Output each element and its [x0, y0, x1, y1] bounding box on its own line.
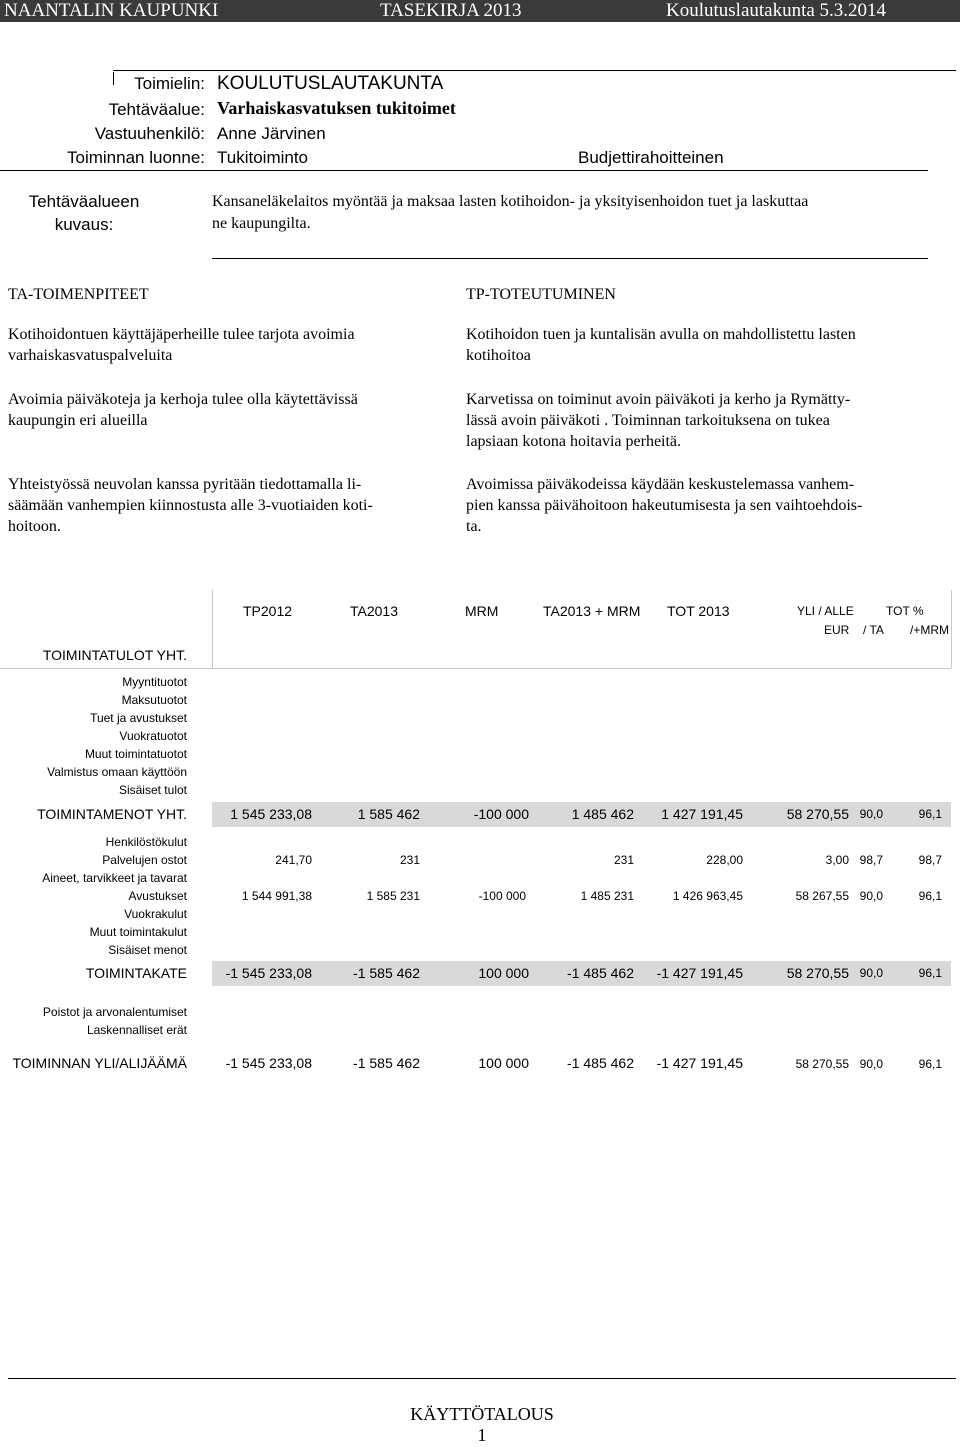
avustukset-pct-ta: 90,0 [859, 889, 883, 903]
tp-p1-line1: Kotihoidon tuen ja kuntalisän avulla on mahdollistettu lasten [466, 326, 856, 343]
menot-ta2013: 1 585 462 [357, 806, 420, 822]
row-laskennalliset-erat: Laskennalliset erät [86, 1023, 187, 1037]
kuvaus-line-2: ne kaupungilta. [212, 215, 311, 232]
menot-pct-mrm: 96,1 [918, 807, 942, 821]
header-report-title: TASEKIRJA 2013 [380, 0, 522, 21]
col-header-tot-pct: TOT % [886, 604, 924, 618]
header-bottom-rule [0, 668, 951, 669]
palvelut-ta-mrm: 231 [613, 853, 634, 867]
menot-tp2012: 1 545 233,08 [230, 806, 312, 822]
col-header-ta-mrm: TA2013 + MRM [543, 603, 641, 619]
kate-mrm: 100 000 [478, 965, 529, 981]
table-right-rule [951, 590, 952, 668]
tp-p2-line3: lapsiaan kotona hoitavia perheitä. [466, 433, 682, 450]
avustukset-tot2013: 1 426 963,45 [672, 889, 743, 903]
tehtavaalue-value: Varhaiskasvatuksen tukitoimet [217, 98, 456, 118]
row-tuet-ja-avustukset: Tuet ja avustukset [90, 711, 187, 725]
row-muut-toimintatuotot: Muut toimintatuotot [84, 747, 187, 761]
ta-p2-line2: kaupungin eri alueilla [8, 412, 148, 429]
tp-p2-line1: Karvetissa on toiminut avoin päiväkoti ja kerho ja Rymätty- [466, 391, 851, 408]
palvelut-tp2012: 241,70 [275, 853, 312, 867]
ylijaama-pct-ta: 90,0 [859, 1057, 883, 1071]
toimielin-value: KOULUTUSLAUTAKUNTA [217, 73, 444, 94]
ta-p1-line2: varhaiskasvatuspalveluita [8, 347, 173, 364]
row-toimintamenot-yht: TOIMINTAMENOT YHT. [37, 806, 187, 822]
col-header-yli-alle: YLI / ALLE [797, 604, 854, 618]
ta-p3-line2: säämään vanhempien kiinnostusta alle 3-vuotiaiden koti- [8, 497, 373, 514]
col-header-mrm: MRM [465, 603, 499, 619]
tp-p3-line2: pien kanssa päivähoitoon hakeutumisesta ja sen vaihtoehdois- [466, 497, 863, 514]
row-myyntituotot: Myyntituotot [122, 675, 187, 689]
avustukset-ta-mrm: 1 485 231 [580, 889, 634, 903]
info-top-rule [113, 70, 956, 71]
toiminnan-luonne-value: Tukitoiminto [217, 148, 309, 167]
kuvaus-bottom-rule [212, 258, 928, 259]
avustukset-tp2012: 1 544 991,38 [241, 889, 312, 903]
ta-heading: TA-TOIMENPITEET [8, 286, 149, 303]
kate-tot2013: -1 427 191,45 [656, 965, 743, 981]
header-committee-date: Koulutuslautakunta 5.3.2014 [666, 0, 887, 21]
document-header-bar [0, 0, 960, 22]
vastuuhenkilo-value: Anne Järvinen [217, 124, 326, 143]
tp-p1-line2: kotihoitoa [466, 347, 531, 364]
tp-p3-line3: ta. [466, 518, 482, 535]
row-avustukset: Avustukset [128, 889, 187, 903]
avustukset-mrm: -100 000 [478, 889, 526, 903]
row-sisaiset-menot: Sisäiset menot [108, 943, 187, 957]
palvelut-yli-alle: 3,00 [825, 853, 849, 867]
col-header-eur: EUR [824, 623, 850, 637]
avustukset-pct-mrm: 96,1 [918, 889, 942, 903]
avustukset-ta2013: 1 585 231 [366, 889, 420, 903]
kuvaus-label-2: kuvaus: [54, 215, 114, 234]
ylijaama-ta2013: -1 585 462 [353, 1055, 420, 1071]
col-header-ta2013: TA2013 [350, 603, 398, 619]
row-toiminnan-yli-alijaama: TOIMINNAN YLI/ALIJÄÄMÄ [12, 1055, 187, 1071]
palvelut-pct-ta: 98,7 [859, 853, 883, 867]
menot-ta-mrm: 1 485 462 [571, 806, 634, 822]
ta-p2-line1: Avoimia päiväkoteja ja kerhoja tulee olla käytettävissä [8, 391, 358, 408]
kate-tp2012: -1 545 233,08 [225, 965, 312, 981]
kuvaus-label-1: Tehtäväalueen [28, 192, 140, 211]
info-luonne-rule [0, 170, 928, 171]
palvelut-ta2013: 231 [399, 853, 420, 867]
col-header-pct-mrm: /+MRM [910, 623, 949, 637]
kate-ta-mrm: -1 485 462 [567, 965, 634, 981]
col-header-pct-ta: / TA [863, 623, 884, 637]
kuvaus-line-1: Kansaneläkelaitos myöntää ja maksaa lasten kotihoidon- ja yksityisenhoidon tuet ja laskuttaa [212, 193, 809, 210]
table-left-rule [212, 590, 213, 668]
footer-rule [8, 1378, 956, 1379]
ylijaama-tp2012: -1 545 233,08 [225, 1055, 312, 1071]
toimielin-label: Toimielin: [134, 74, 205, 93]
row-toimintatulot-yht: TOIMINTATULOT YHT. [42, 647, 187, 663]
footer-page-number: 1 [477, 1425, 487, 1445]
kate-pct-mrm: 96,1 [918, 966, 942, 980]
kate-pct-ta: 90,0 [859, 966, 883, 980]
vastuuhenkilo-label: Vastuuhenkilö: [94, 124, 205, 143]
ylijaama-yli-alle: 58 270,55 [795, 1057, 849, 1071]
palvelut-tot2013: 228,00 [706, 853, 743, 867]
ta-p1-line1: Kotihoidontuen käyttäjäperheille tulee tarjota avoimia [8, 326, 355, 343]
kate-ta2013: -1 585 462 [353, 965, 420, 981]
row-valmistus-omaan-kayttoon: Valmistus omaan käyttöön [47, 765, 187, 779]
row-muut-toimintakulut: Muut toimintakulut [89, 925, 187, 939]
ylijaama-ta-mrm: -1 485 462 [567, 1055, 634, 1071]
menot-yli-alle: 58 270,55 [786, 806, 849, 822]
header-municipality: NAANTALIN KAUPUNKI [4, 0, 219, 21]
menot-pct-ta: 90,0 [859, 807, 883, 821]
ta-p3-line3: hoitoon. [8, 518, 61, 535]
col-header-tp2012: TP2012 [243, 603, 293, 619]
row-toimintakate: TOIMINTAKATE [85, 965, 187, 981]
ylijaama-pct-mrm: 96,1 [918, 1057, 942, 1071]
menot-mrm: -100 000 [473, 806, 529, 822]
col-header-tot2013: TOT 2013 [667, 603, 730, 619]
row-aineet-tarvikkeet: Aineet, tarvikkeet ja tavarat [42, 871, 187, 885]
footer-section-title: KÄYTTÖTALOUS [410, 1404, 554, 1424]
tehtavaalue-label: Tehtäväalue: [108, 100, 205, 119]
ta-p3-line1: Yhteistyössä neuvolan kanssa pyritään tiedottamalla li- [8, 476, 362, 493]
palvelut-pct-mrm: 98,7 [918, 853, 942, 867]
tp-p3-line1: Avoimissa päiväkodeissa käydään keskustelemassa vanhem- [466, 476, 855, 493]
row-sisaiset-tulot: Sisäiset tulot [118, 783, 187, 797]
avustukset-yli-alle: 58 267,55 [795, 889, 849, 903]
row-palvelujen-ostot: Palvelujen ostot [102, 853, 187, 867]
menot-tot2013: 1 427 191,45 [661, 806, 743, 822]
row-maksutuotot: Maksutuotot [121, 693, 187, 707]
row-vuokratuotot: Vuokratuotot [119, 729, 187, 743]
budget-type: Budjettirahoitteinen [578, 148, 724, 167]
ylijaama-mrm: 100 000 [478, 1055, 529, 1071]
ylijaama-tot2013: -1 427 191,45 [656, 1055, 743, 1071]
tp-heading: TP-TOTEUTUMINEN [466, 286, 616, 303]
kate-yli-alle: 58 270,55 [786, 965, 849, 981]
row-henkilostokulut: Henkilöstökulut [105, 835, 187, 849]
tp-p2-line2: lässä avoin päiväkoti . Toiminnan tarkoituksena on tukea [466, 412, 830, 429]
row-vuokrakulut: Vuokrakulut [124, 907, 187, 921]
toiminnan-luonne-label: Toiminnan luonne: [67, 148, 205, 167]
row-poistot: Poistot ja arvonalentumiset [42, 1005, 187, 1019]
